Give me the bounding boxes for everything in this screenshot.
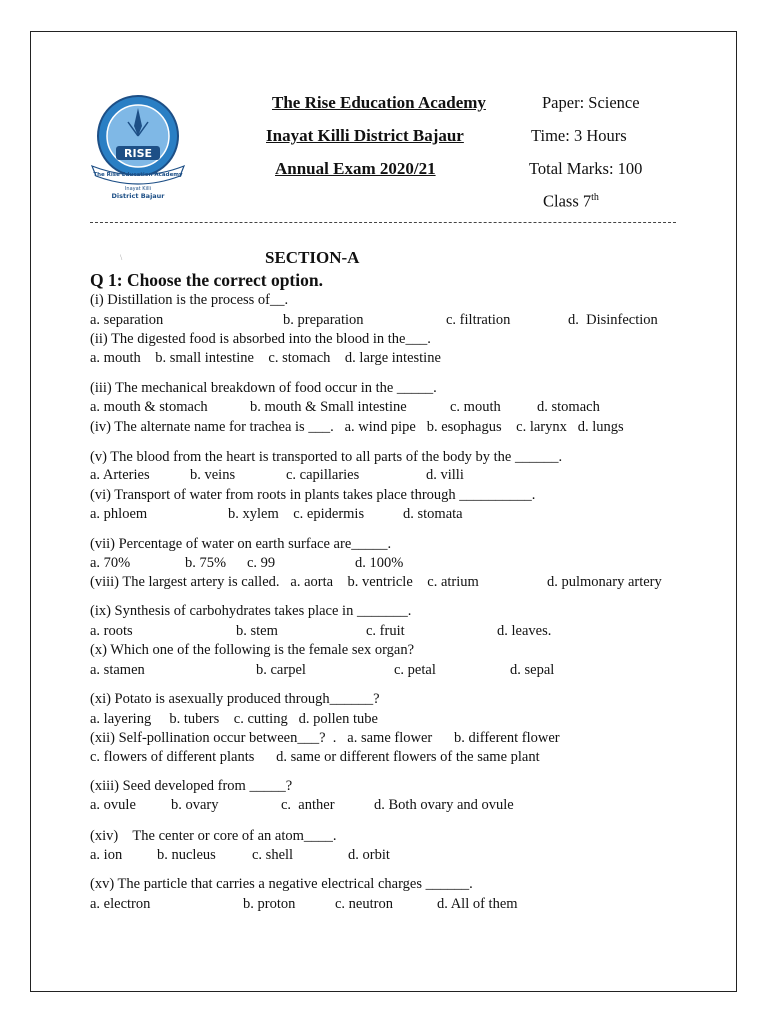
school-name: The Rise Education Academy bbox=[272, 93, 486, 112]
question-xii: (xii) Self-pollination occur between___? . a. same flower b. different flower bbox=[90, 730, 560, 746]
exam-title: Annual Exam 2020/21 bbox=[275, 159, 436, 178]
school-logo bbox=[88, 92, 188, 204]
option-b: b. 75% bbox=[185, 555, 227, 571]
question-v: (v) The blood from the heart is transported to all parts of the body by the ______. bbox=[90, 449, 563, 465]
option-a: a. roots bbox=[90, 623, 133, 639]
option-d: d. Disinfection bbox=[568, 312, 658, 328]
option-d: d. sepal bbox=[510, 662, 555, 678]
option-d: d. leaves. bbox=[497, 623, 552, 639]
option-d: d. Both ovary and ovule bbox=[374, 797, 514, 813]
option-c: c. shell bbox=[252, 847, 294, 863]
option-c: c. filtration bbox=[446, 312, 511, 328]
options-xi: a. layering b. tubers c. cutting d. pollen tube bbox=[90, 711, 378, 727]
options-ii: a. mouth b. small intestine c. stomach d. large intestine bbox=[90, 350, 441, 366]
option-b: b. stem bbox=[236, 623, 278, 639]
class-level bbox=[543, 193, 599, 210]
option-b: b. ovary bbox=[171, 797, 219, 813]
option-d: d. All of them bbox=[437, 896, 518, 912]
option-b: b. proton bbox=[243, 896, 296, 912]
question-ix: (ix) Synthesis of carbohydrates takes place in _______. bbox=[90, 603, 412, 619]
separator-line bbox=[90, 222, 676, 224]
option-a: a. stamen bbox=[90, 662, 145, 678]
option-c: c. capillaries bbox=[286, 467, 360, 483]
option-c: c. 99 bbox=[247, 555, 276, 571]
option-a: a. separation bbox=[90, 312, 164, 328]
option-b: b. mouth & Small intestine bbox=[250, 399, 407, 415]
question-ii: (ii) The digested food is absorbed into the blood in the___. bbox=[90, 331, 431, 347]
question-iv: (iv) The alternate name for trachea is ___. a. wind pipe b. esophagus c. larynx d. lungs bbox=[90, 419, 624, 435]
stray-mark: \ bbox=[120, 253, 123, 262]
exam-time: Time: 3 Hours bbox=[531, 126, 627, 145]
question-vii: (vii) Percentage of water on earth surface are_____. bbox=[90, 536, 392, 552]
class-sup: th bbox=[591, 192, 599, 203]
question-vi: (vi) Transport of water from roots in plants takes place through __________. bbox=[90, 487, 536, 503]
logo-ring-text: The Rise Education Academy bbox=[93, 172, 183, 178]
question-xiv: (xiv) The center or core of an atom____. bbox=[90, 828, 337, 844]
options-xii: c. flowers of different plants d. same or different flowers of the same plant bbox=[90, 749, 540, 765]
question-title: Q 1: Choose the correct option. bbox=[90, 270, 323, 290]
class-label: Class 7 bbox=[543, 191, 592, 211]
option-c: c. petal bbox=[394, 662, 436, 678]
option-a: a. Arteries bbox=[90, 467, 150, 483]
option-a: a. electron bbox=[90, 896, 151, 912]
option-c: c. neutron bbox=[335, 896, 393, 912]
option-d: d. orbit bbox=[348, 847, 390, 863]
question-xi: (xi) Potato is asexually produced through______? bbox=[90, 691, 380, 707]
question-xiii: (xiii) Seed developed from _____? bbox=[90, 778, 293, 794]
option-a: a. 70% bbox=[90, 555, 131, 571]
school-location: Inayat Killi District Bajaur bbox=[266, 126, 464, 145]
option-a: a. mouth & stomach bbox=[90, 399, 208, 415]
question-viii: (viii) The largest artery is called. a. aorta b. ventricle c. atrium bbox=[90, 574, 479, 590]
question-iii: (iii) The mechanical breakdown of food occur in the _____. bbox=[90, 380, 437, 396]
question-x: (x) Which one of the following is the female sex organ? bbox=[90, 642, 415, 658]
option-c: c. anther bbox=[281, 797, 335, 813]
logo-lower-text-1: Inayat Killi bbox=[124, 186, 152, 192]
option-d: d. villi bbox=[426, 467, 464, 483]
option-d: d. 100% bbox=[355, 555, 404, 571]
option-a: a. ovule bbox=[90, 797, 136, 813]
total-marks: Total Marks: 100 bbox=[529, 159, 643, 178]
option-d: d. stomach bbox=[537, 399, 600, 415]
section-title: SECTION-A bbox=[265, 248, 360, 267]
option-b: b. nucleus bbox=[157, 847, 216, 863]
question-i: (i) Distillation is the process of__. bbox=[90, 292, 289, 308]
paper-subject: Paper: Science bbox=[542, 93, 640, 112]
option-b: b. veins bbox=[190, 467, 236, 483]
option-bc: b. xylem c. epidermis bbox=[228, 506, 365, 522]
option-b: b. preparation bbox=[283, 312, 364, 328]
option-a: a. phloem bbox=[90, 506, 148, 522]
logo-lower-text-2: District Bajaur bbox=[111, 192, 165, 200]
option-a: a. ion bbox=[90, 847, 123, 863]
option-d: d. pulmonary artery bbox=[547, 574, 662, 590]
question-xv: (xv) The particle that carries a negative electrical charges ______. bbox=[90, 876, 473, 892]
option-d: d. stomata bbox=[403, 506, 463, 522]
logo-name: RISE bbox=[124, 147, 152, 160]
option-c: c. fruit bbox=[366, 623, 405, 639]
option-b: b. carpel bbox=[256, 662, 306, 678]
option-c: c. mouth bbox=[450, 399, 501, 415]
